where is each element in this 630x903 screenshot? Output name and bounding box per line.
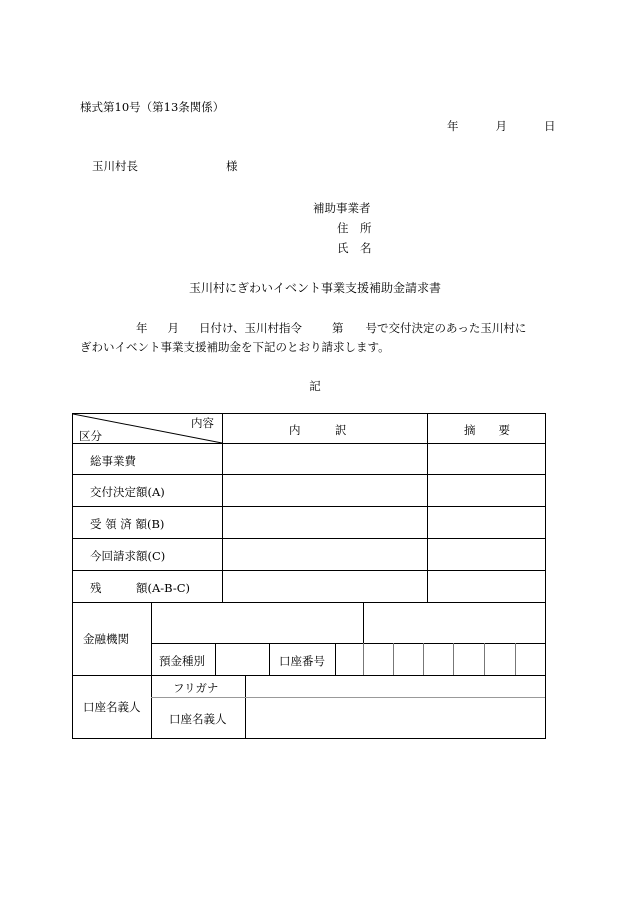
account-holder-label: 口座名義人 bbox=[83, 700, 141, 714]
body-year: 年 bbox=[136, 321, 148, 335]
addressee bbox=[92, 158, 238, 174]
applicant-address-label: 住 所 bbox=[337, 221, 372, 235]
corner-category-label: 区分 bbox=[79, 429, 102, 443]
col-breakdown-header: 内 訳 bbox=[289, 423, 347, 437]
deposit-type-label: 預金種別 bbox=[159, 654, 205, 668]
applicant-block bbox=[313, 198, 372, 258]
body-month: 月 bbox=[167, 321, 179, 335]
bank-table bbox=[72, 602, 546, 739]
document-title: 玉川村にぎわいイベント事業支援補助金請求書 bbox=[188, 281, 441, 295]
row-label-approved: 交付決定額(A) bbox=[90, 485, 165, 499]
account-number-label: 口座番号 bbox=[279, 654, 325, 668]
addressee-honorific: 様 bbox=[226, 159, 238, 173]
body-line-2: ぎわいイベント事業支援補助金を下記のとおり請求します。 bbox=[80, 340, 390, 354]
row-label-current: 今回請求額(C) bbox=[90, 549, 166, 563]
body-rest: 号で交付決定のあった玉川村に bbox=[365, 321, 527, 335]
date-line bbox=[447, 118, 556, 134]
applicant-label: 補助事業者 bbox=[313, 201, 371, 215]
col-remarks-header: 摘 要 bbox=[464, 423, 510, 437]
corner-content-label: 内容 bbox=[191, 416, 214, 430]
holder-name-label: 口座名義人 bbox=[169, 712, 227, 726]
body-line-1 bbox=[80, 320, 526, 336]
ki-heading: 記 bbox=[309, 379, 321, 393]
applicant-name-label: 氏 名 bbox=[337, 241, 372, 255]
furigana-label: フリガナ bbox=[173, 681, 219, 695]
row-label-balance: 残 額(A-B-C) bbox=[90, 581, 191, 595]
body-day-text: 日付け、玉川村指令 bbox=[199, 321, 303, 335]
row-label-total: 総事業費 bbox=[90, 454, 136, 468]
addressee-name: 玉川村長 bbox=[92, 159, 138, 173]
date-month: 月 bbox=[495, 119, 507, 133]
body-dai: 第 bbox=[332, 321, 344, 335]
bank-institution-label: 金融機関 bbox=[83, 632, 129, 646]
summary-table bbox=[72, 413, 546, 603]
row-label-received: 受 領 済 額(B) bbox=[90, 517, 165, 531]
date-day: 日 bbox=[544, 119, 556, 133]
form-number: 様式第10号（第13条関係） bbox=[80, 100, 225, 114]
date-year: 年 bbox=[447, 119, 459, 133]
